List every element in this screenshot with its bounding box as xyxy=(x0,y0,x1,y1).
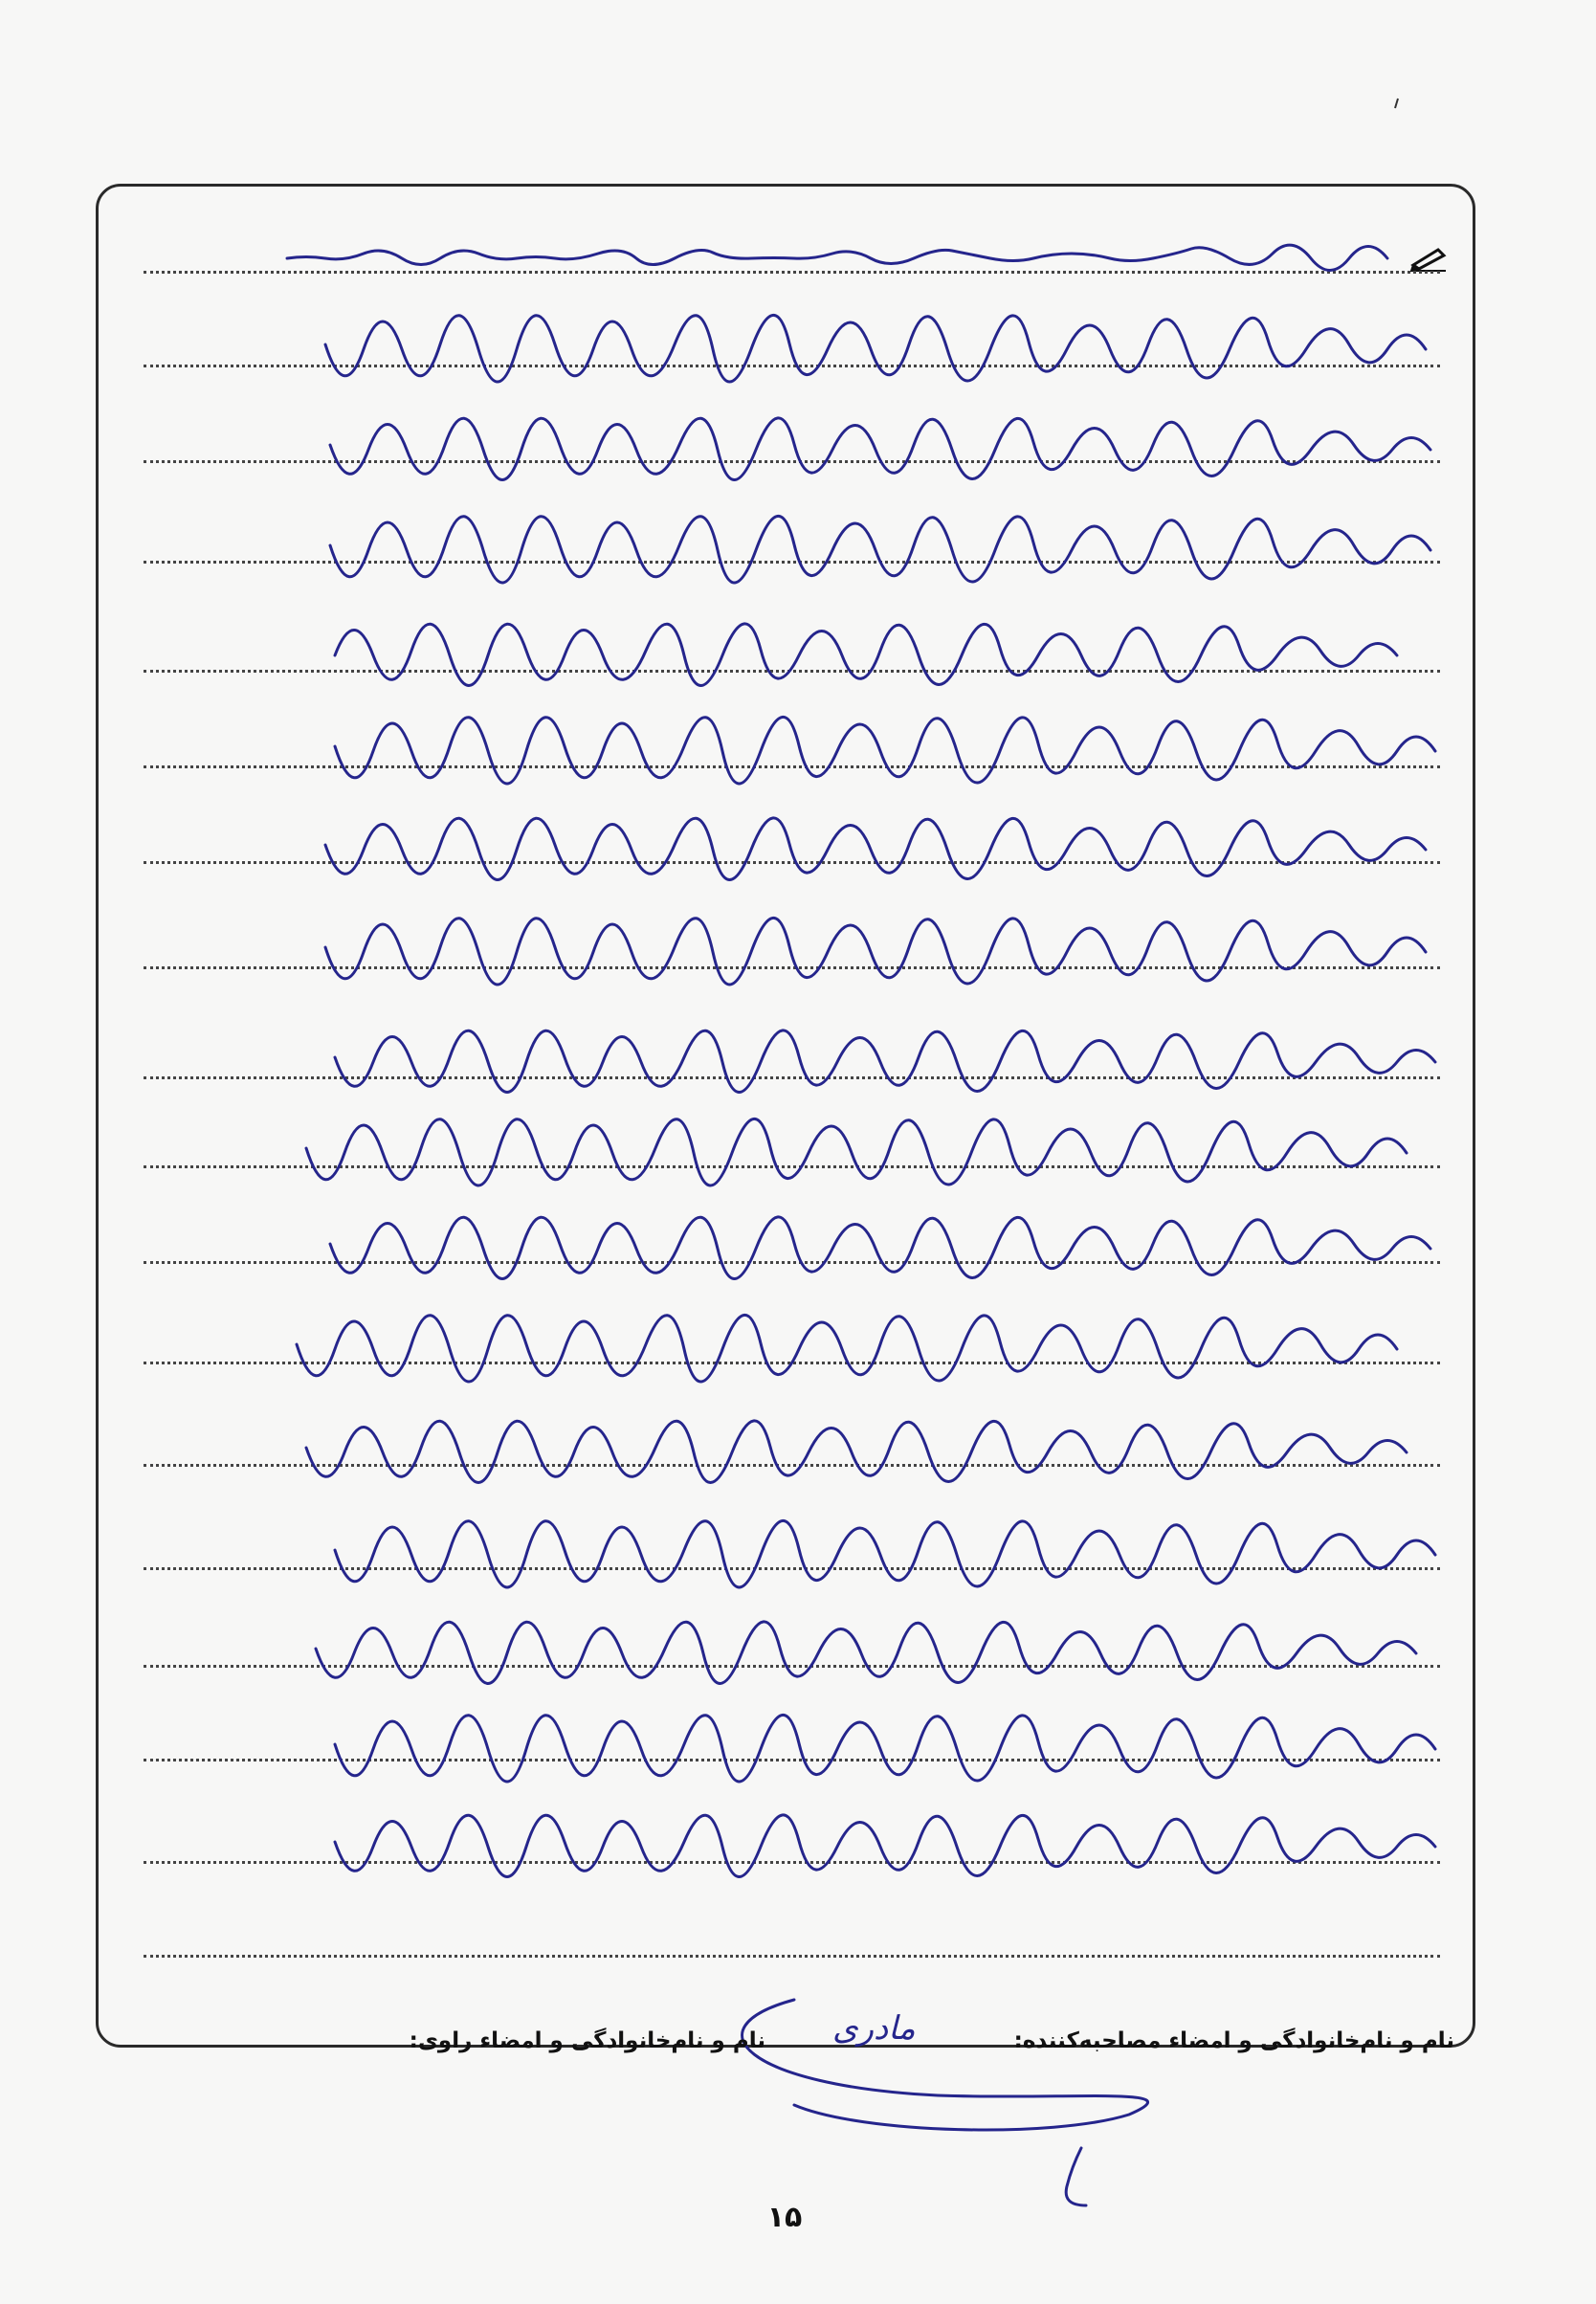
page-number: ۱۵ xyxy=(766,2201,803,2234)
interviewer-signature: مادری xyxy=(832,2009,916,2048)
interviewer-signature-label: نام و نام‌خانوادگی و امضاء مصاحبه‌کننده: xyxy=(1013,2028,1454,2053)
signature-footer xyxy=(134,2021,1454,2069)
narrator-signature-label: نام و نام‌خانوادگی و امضاء راوی: xyxy=(409,2028,765,2053)
